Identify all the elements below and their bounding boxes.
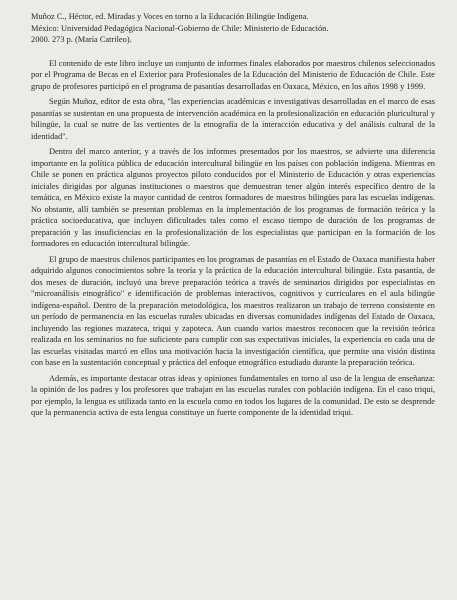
bibliographic-entry (31, 11, 435, 46)
entry-line-2: México: Universidad Pedagógica Nacional-Gobierno de Chile: Ministerio de Educación. (31, 23, 329, 33)
entry-line-1: Muñoz C., Héctor, ed. Miradas y Voces en torno a la Educación Bilingüe Indígena. (31, 12, 309, 21)
paragraph-5: Además, es importante destacar otras ideas y opiniones fundamentales en torno al uso de la lengua de enseñanza: la opinión de los padres y los profesores que trabajan en las escuelas rurales con población indígena. En el caso triqui, por ejemplo, la lengua es utilizada tanto en la escuela como en todos los lugares de la comunidad. De esto se desprende que la permanencia activa de esta lengua constituye un fuerte componente de la identidad triqui. (31, 373, 435, 418)
paragraph-3: Dentro del marco anterior, y a través de los informes presentados por los maestros, se advierte una diferencia importante en la política pública de educación intercultural bilingüe en los países con población indígena. Mientras en Chile se ponen en práctica algunos proyectos piloto conducidos por el Ministerio de Educación y otras experiencias iniciales dirigidas por algunas instituciones o maestros que demuestran tener algún interés específico dentro de la temática, en México existe la mayor cantidad de centros formadores de maestros bilingües para las escuelas indígenas. No obstante, allí también se presentan problemas en la implementación de los programas de formación teórica y la práctica socioeducativa, que incluyen dificultades tales como el escaso tiempo de duración de los programas de preparación y las insuficiencias en la profesionalización de los especialistas que participan en la formación de los formadores en educación intercultural bilingüe. (31, 147, 435, 249)
paragraph-4: El grupo de maestros chilenos participantes en los programas de pasantías en el Estado de Oaxaca manifiesta haber adquirido algunos conocimientos sobre la teoría y la práctica de la educación intercultural bilingüe. Esta pasantía, de dos meses de duración, incluyó una breve preparación teórica a través de seminarios dirigidos por especialistas en "microanálisis etnográfico" e identificación de problemas interactivos, cognitivos y curriculares en el aula bilingüe indígena-español. Dentro de la preparación metodológica, los maestros realizaron un trabajo de terreno consistente en un período de permanencia en las escuelas rurales ubicadas en diversas comunidades indígenas del Estado de Oaxaca, incluyendo las regiones mazateca, triqui y zapoteca. Aun cuando varios maestros reconocen que la revisión teórica realizada en los seminarios no fue suficiente para cumplir con sus expectativas iniciales, la experiencia en cada una de las escuelas visitadas marcó en ellos una motivación hacia la investigación científica, que permite una visión distinta con base en la sustentación conceptual y práctica del enfoque etnográfico estudiado durante la preparación teórica. (31, 254, 435, 368)
paragraph-1: El contenido de este libro incluye un conjunto de informes finales elaborados por maestros chilenos seleccionados por el Programa de Becas en el Exterior para Profesionales de la Educación del Ministerio de Educación de Chile. Este grupo de profesores participó en el programa de pasantías desarrolladas en Oaxaca, México, en los años 1998 y 1999. (31, 58, 435, 91)
paragraph-2: Según Muñoz, editor de esta obra, "las experiencias académicas e investigativas desarrolladas en el marco de esas pasantías se sustentan en una propuesta de intervención académica en la profesionalización en educación pluricultural y bilingüe, la cual se nutre de las vertientes de la etnografía de la interacción educativa y del análisis cultural de la identidad". (31, 97, 435, 141)
entry-line-3: 2000. 273 p. (María Catrileo). (31, 35, 132, 45)
